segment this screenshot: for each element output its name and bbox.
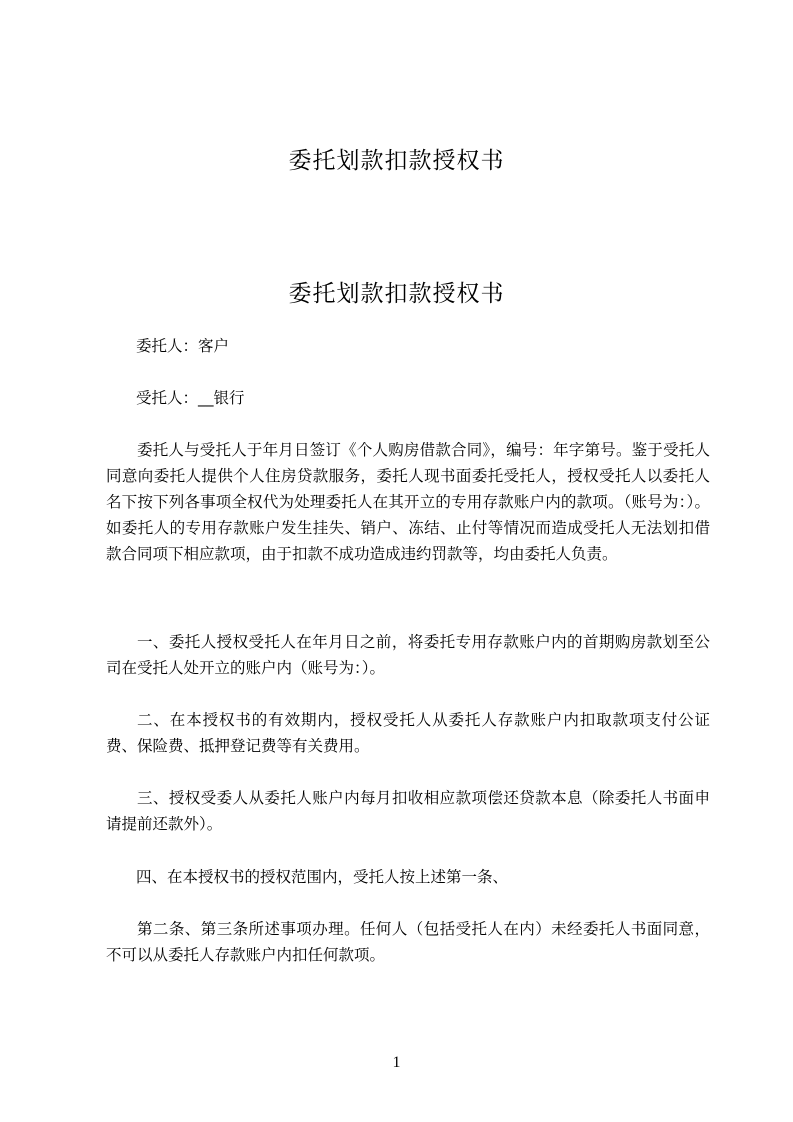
paragraph-main: 委托人与受托人于年月日签订《个人购房借款合同》，编号：年字第号。鉴于受托人同意向委托人提供个人住房贷款服务，委托人现书面委托受托人，授权受托人以委托人名下按下列各事项全权代为处理委托人在其开立的专用存款账户内的款项。（账号为：）。如委托人的专用存款账户发生挂失、销户、冻结、止付等情况而造成受托人无法划扣借款合同项下相应款项，由于扣款不成功造成违约罚款等，均由委托人负责。 (106, 441, 710, 563)
document-title-main: 委托划款扣款授权书 (288, 281, 505, 307)
paragraph-clause-three: 三、授权受委人从委托人账户内每月扣收相应款项偿还贷款本息（除委托人书面申请提前还款外）。 (106, 789, 710, 833)
paragraph-clause-one: 一、委托人授权受托人在年月日之前，将委托专用存款账户内的首期购房款划至公司在受托人处开立的账户内（账号为：）。 (106, 633, 710, 677)
page-number: 1 (392, 1054, 401, 1071)
document-title-top: 委托划款扣款授权书 (288, 148, 505, 174)
paragraph-clause-four: 四、在本授权书的授权范围内，受托人按上述第一条、 (136, 868, 509, 886)
paragraph-clause-two: 二、在本授权书的有效期内，授权受托人从委托人存款账户内扣取款项支付公证费、保险费、抵押登记费等有关费用。 (106, 711, 710, 755)
trustee-line: 受托人：__银行 (136, 389, 245, 407)
paragraph-clause-five: 第二条、第三条所述事项办理。任何人（包括受托人在内）未经委托人书面同意，不可以从委托人存款账户内扣任何款项。 (106, 920, 710, 964)
client-line: 委托人：客户 (136, 337, 230, 355)
